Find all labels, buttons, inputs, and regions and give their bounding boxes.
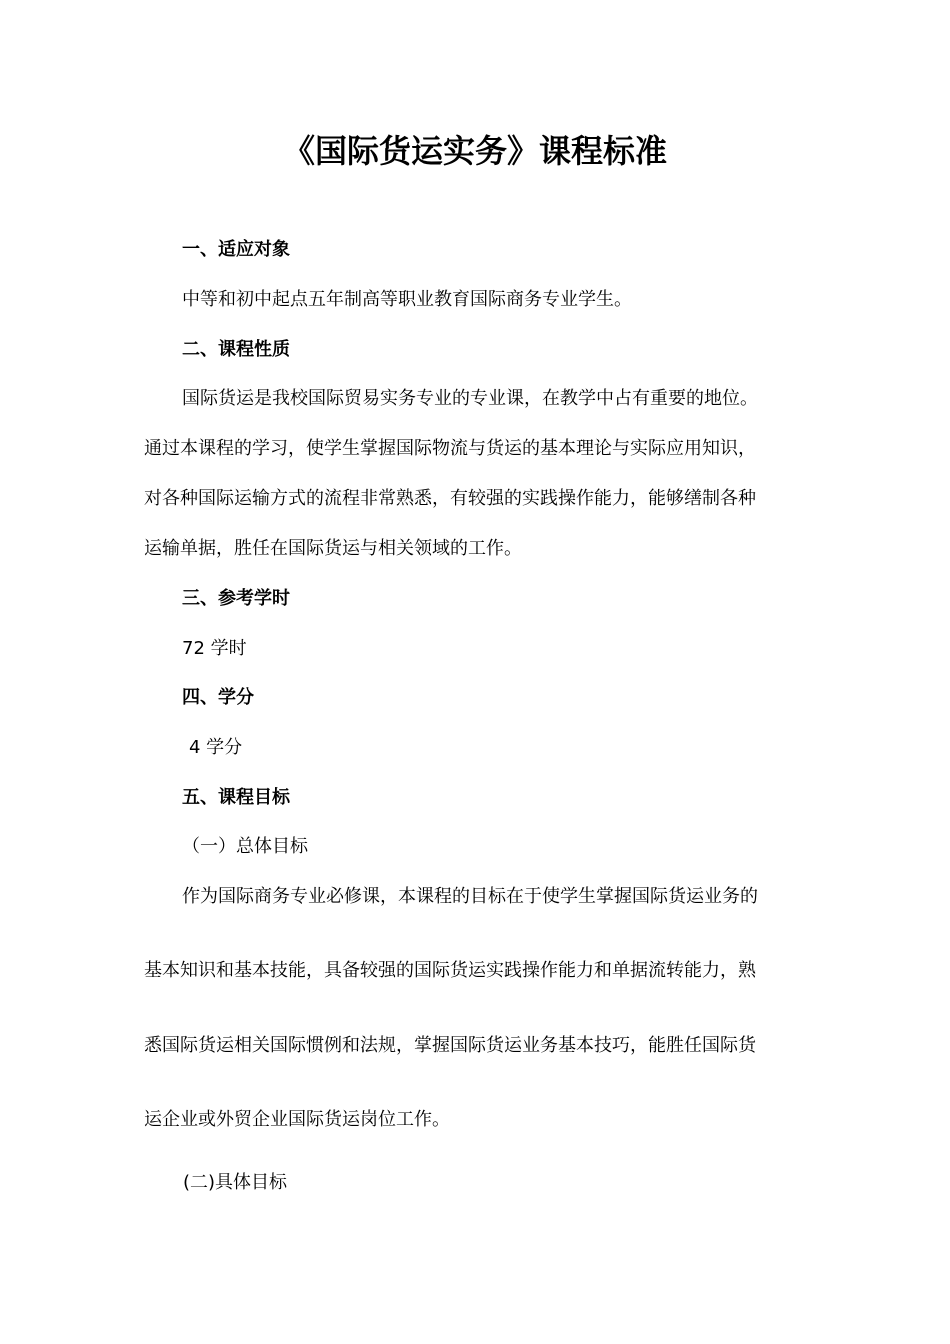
paragraph-line: 基本知识和基本技能，具备较强的国际货运实践操作能力和单据流转能力，熟: [144, 960, 756, 981]
paragraph-line: 国际货运是我校国际贸易实务专业的专业课，在教学中占有重要的地位。: [182, 388, 758, 409]
section-heading-audience: 一、适应对象: [182, 239, 290, 260]
paragraph-line: 对各种国际运输方式的流程非常熟悉，有较强的实践操作能力，能够缮制各种: [144, 488, 756, 509]
section-heading-nature: 二、课程性质: [182, 339, 290, 360]
section-heading-credits: 四、学分: [182, 687, 254, 708]
document-title: 《国际货运实务》课程标准: [282, 132, 667, 170]
paragraph-line: 通过本课程的学习，使学生掌握国际物流与货运的基本理论与实际应用知识，: [144, 438, 756, 459]
paragraph-line: 悉国际货运相关国际惯例和法规，掌握国际货运业务基本技巧，能胜任国际货: [144, 1035, 756, 1056]
subheading-overall-objective: （一）总体目标: [182, 836, 308, 857]
paragraph-line: 运输单据，胜任在国际货运与相关领域的工作。: [144, 538, 522, 559]
section-body-credits: 4 学分: [189, 737, 243, 758]
section-body-hours: 72 学时: [182, 638, 247, 659]
subheading-specific-objectives: (二)具体目标: [183, 1172, 288, 1193]
section-body-audience: 中等和初中起点五年制高等职业教育国际商务专业学生。: [182, 289, 632, 310]
section-heading-hours: 三、参考学时: [182, 588, 290, 609]
paragraph-line: 作为国际商务专业必修课，本课程的目标在于使学生掌握国际货运业务的: [182, 886, 758, 907]
paragraph-line: 运企业或外贸企业国际货运岗位工作。: [144, 1109, 450, 1130]
section-heading-objectives: 五、课程目标: [182, 787, 290, 808]
